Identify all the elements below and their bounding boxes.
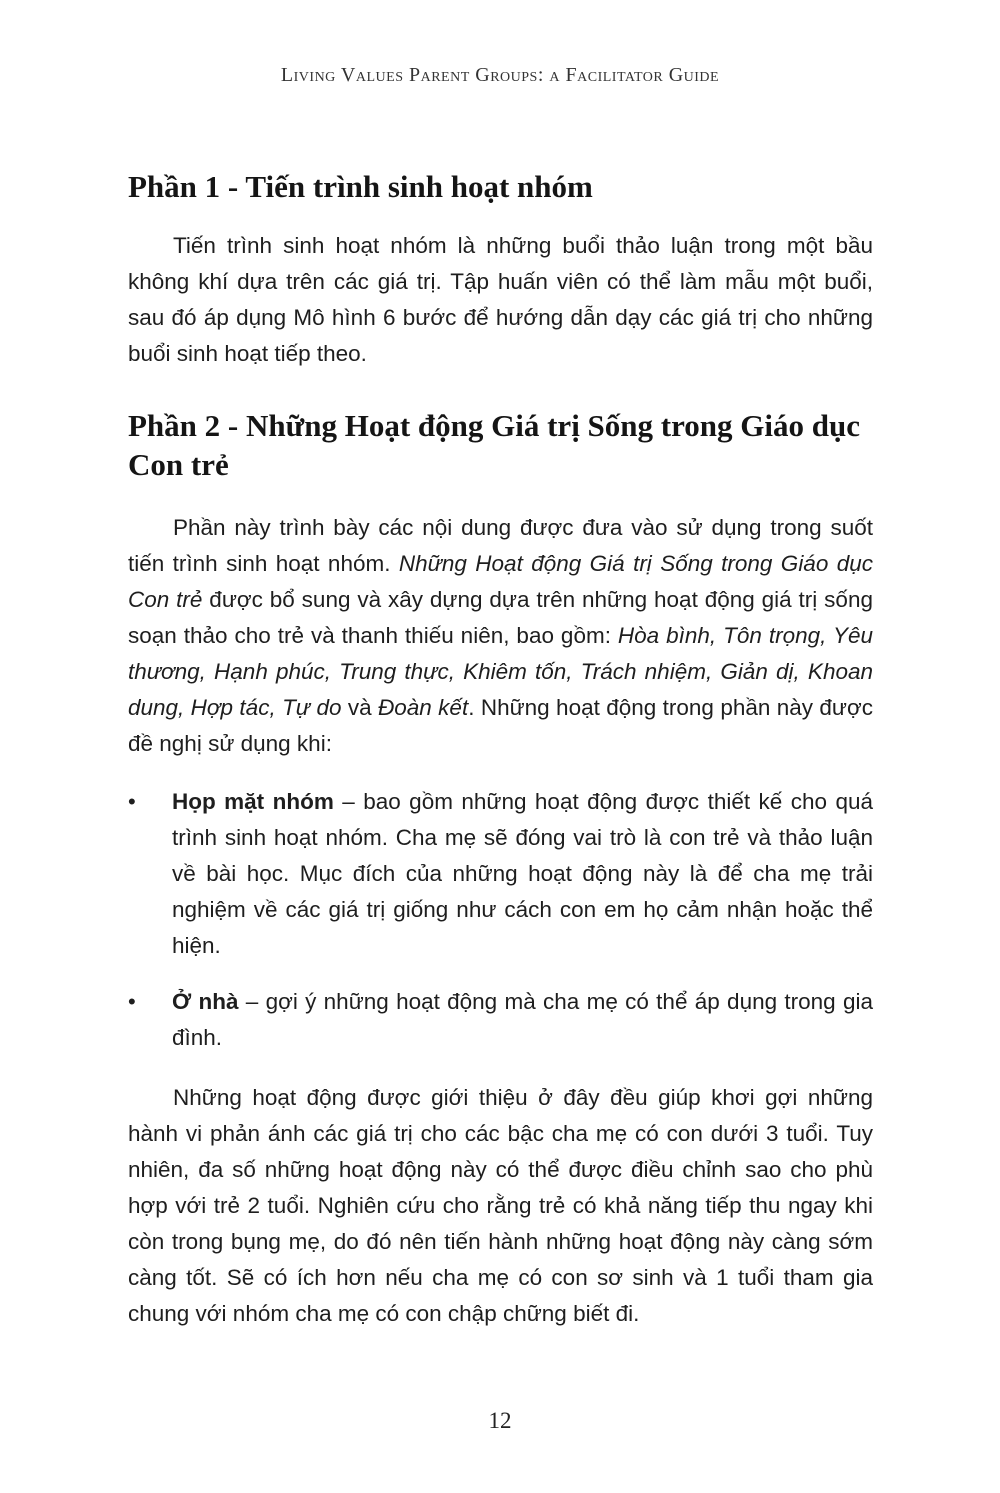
bullet-term: Họp mặt nhóm (172, 789, 334, 814)
bullet-dash: – (238, 989, 266, 1014)
page-number: 12 (488, 1408, 512, 1433)
page-content (128, 160, 873, 1332)
section-1-paragraph: Tiến trình sinh hoạt nhóm là những buổi thảo luận trong một bầu không khí dựa trên các giá trị. Tập huấn viên có thể làm mẫu một buổi, sau đó áp dụng Mô hình 6 bước để hướng dẫn dạy các giá trị cho những buổi sinh hoạt tiếp theo. (128, 233, 873, 366)
section-2-intro-paragraph (128, 510, 873, 762)
intro-italic-title: Những Hoạt động Giá trị Sống trong Giáo dục Con trẻ (128, 551, 874, 612)
intro-tail: . Những hoạt động trong phần này được đề nghị sử dụng khi: (128, 695, 873, 756)
usage-bullet-list (128, 784, 873, 1056)
and-word: và (341, 695, 379, 720)
bullet-dash: – (333, 789, 364, 814)
intro-mid: được bổ sung và xây dựng dựa trên những hoạt động giá trị sống soạn thảo cho trẻ và thanh thiếu niên, bao gồm: (128, 587, 873, 648)
section-2-heading: Phần 2 - Những Hoạt động Giá trị Sống trong Giáo dục Con trẻ (128, 408, 861, 482)
closing-paragraph: Những hoạt động được giới thiệu ở đây đều giúp khơi gợi những hành vi phản ánh các giá trị cho các bậc cha mẹ có con dưới 3 tuổi. Tuy nhiên, đa số những hoạt động này có thể được điều chỉnh sao cho phù hợp với trẻ 2 tuổi. Nghiên cứu cho rằng trẻ có khả năng tiếp thu ngay khi còn trong bụng mẹ, do đó nên tiến hành những hoạt động này càng sớm càng tốt. Sẽ có ích hơn nếu cha mẹ có con sơ sinh và 1 tuổi tham gia chung với nhóm cha mẹ có con chập chững biết đi. (128, 1085, 873, 1326)
bullet-icon: • (128, 989, 136, 1014)
bullet-icon: • (128, 789, 136, 814)
running-header: Living Values Parent Groups: a Facilitator Guide (280, 64, 720, 86)
values-list: Hòa bình, Tôn trọng, Yêu thương, Hạnh phúc, Trung thực, Khiêm tốn, Trách nhiệm, Giản dị, Khoan dung, Hợp tác, Tự do (128, 623, 873, 720)
bullet-item-group-meeting (128, 784, 873, 964)
bullet-text: bao gồm những hoạt động được thiết kế cho quá trình sinh hoạt nhóm. Cha mẹ sẽ đóng vai trò là con trẻ và thảo luận về bài học. Mục đích của những hoạt động này là để cha mẹ trải nghiệm về các giá trị giống như cách con em họ cảm nhận hoặc thể hiện. (172, 789, 873, 958)
bullet-text: gợi ý những hoạt động mà cha mẹ có thể áp dụng trong gia đình. (172, 989, 873, 1050)
bullet-item-at-home (128, 984, 873, 1056)
last-value: Đoàn kết (378, 695, 469, 720)
section-1-heading: Phần 1 - Tiến trình sinh hoạt nhóm (128, 169, 593, 204)
intro-lead: Phần này trình bày các nội dung được đưa vào sử dụng trong suốt tiến trình sinh hoạt nhóm. (128, 515, 873, 576)
bullet-term: Ở nhà (172, 989, 239, 1014)
